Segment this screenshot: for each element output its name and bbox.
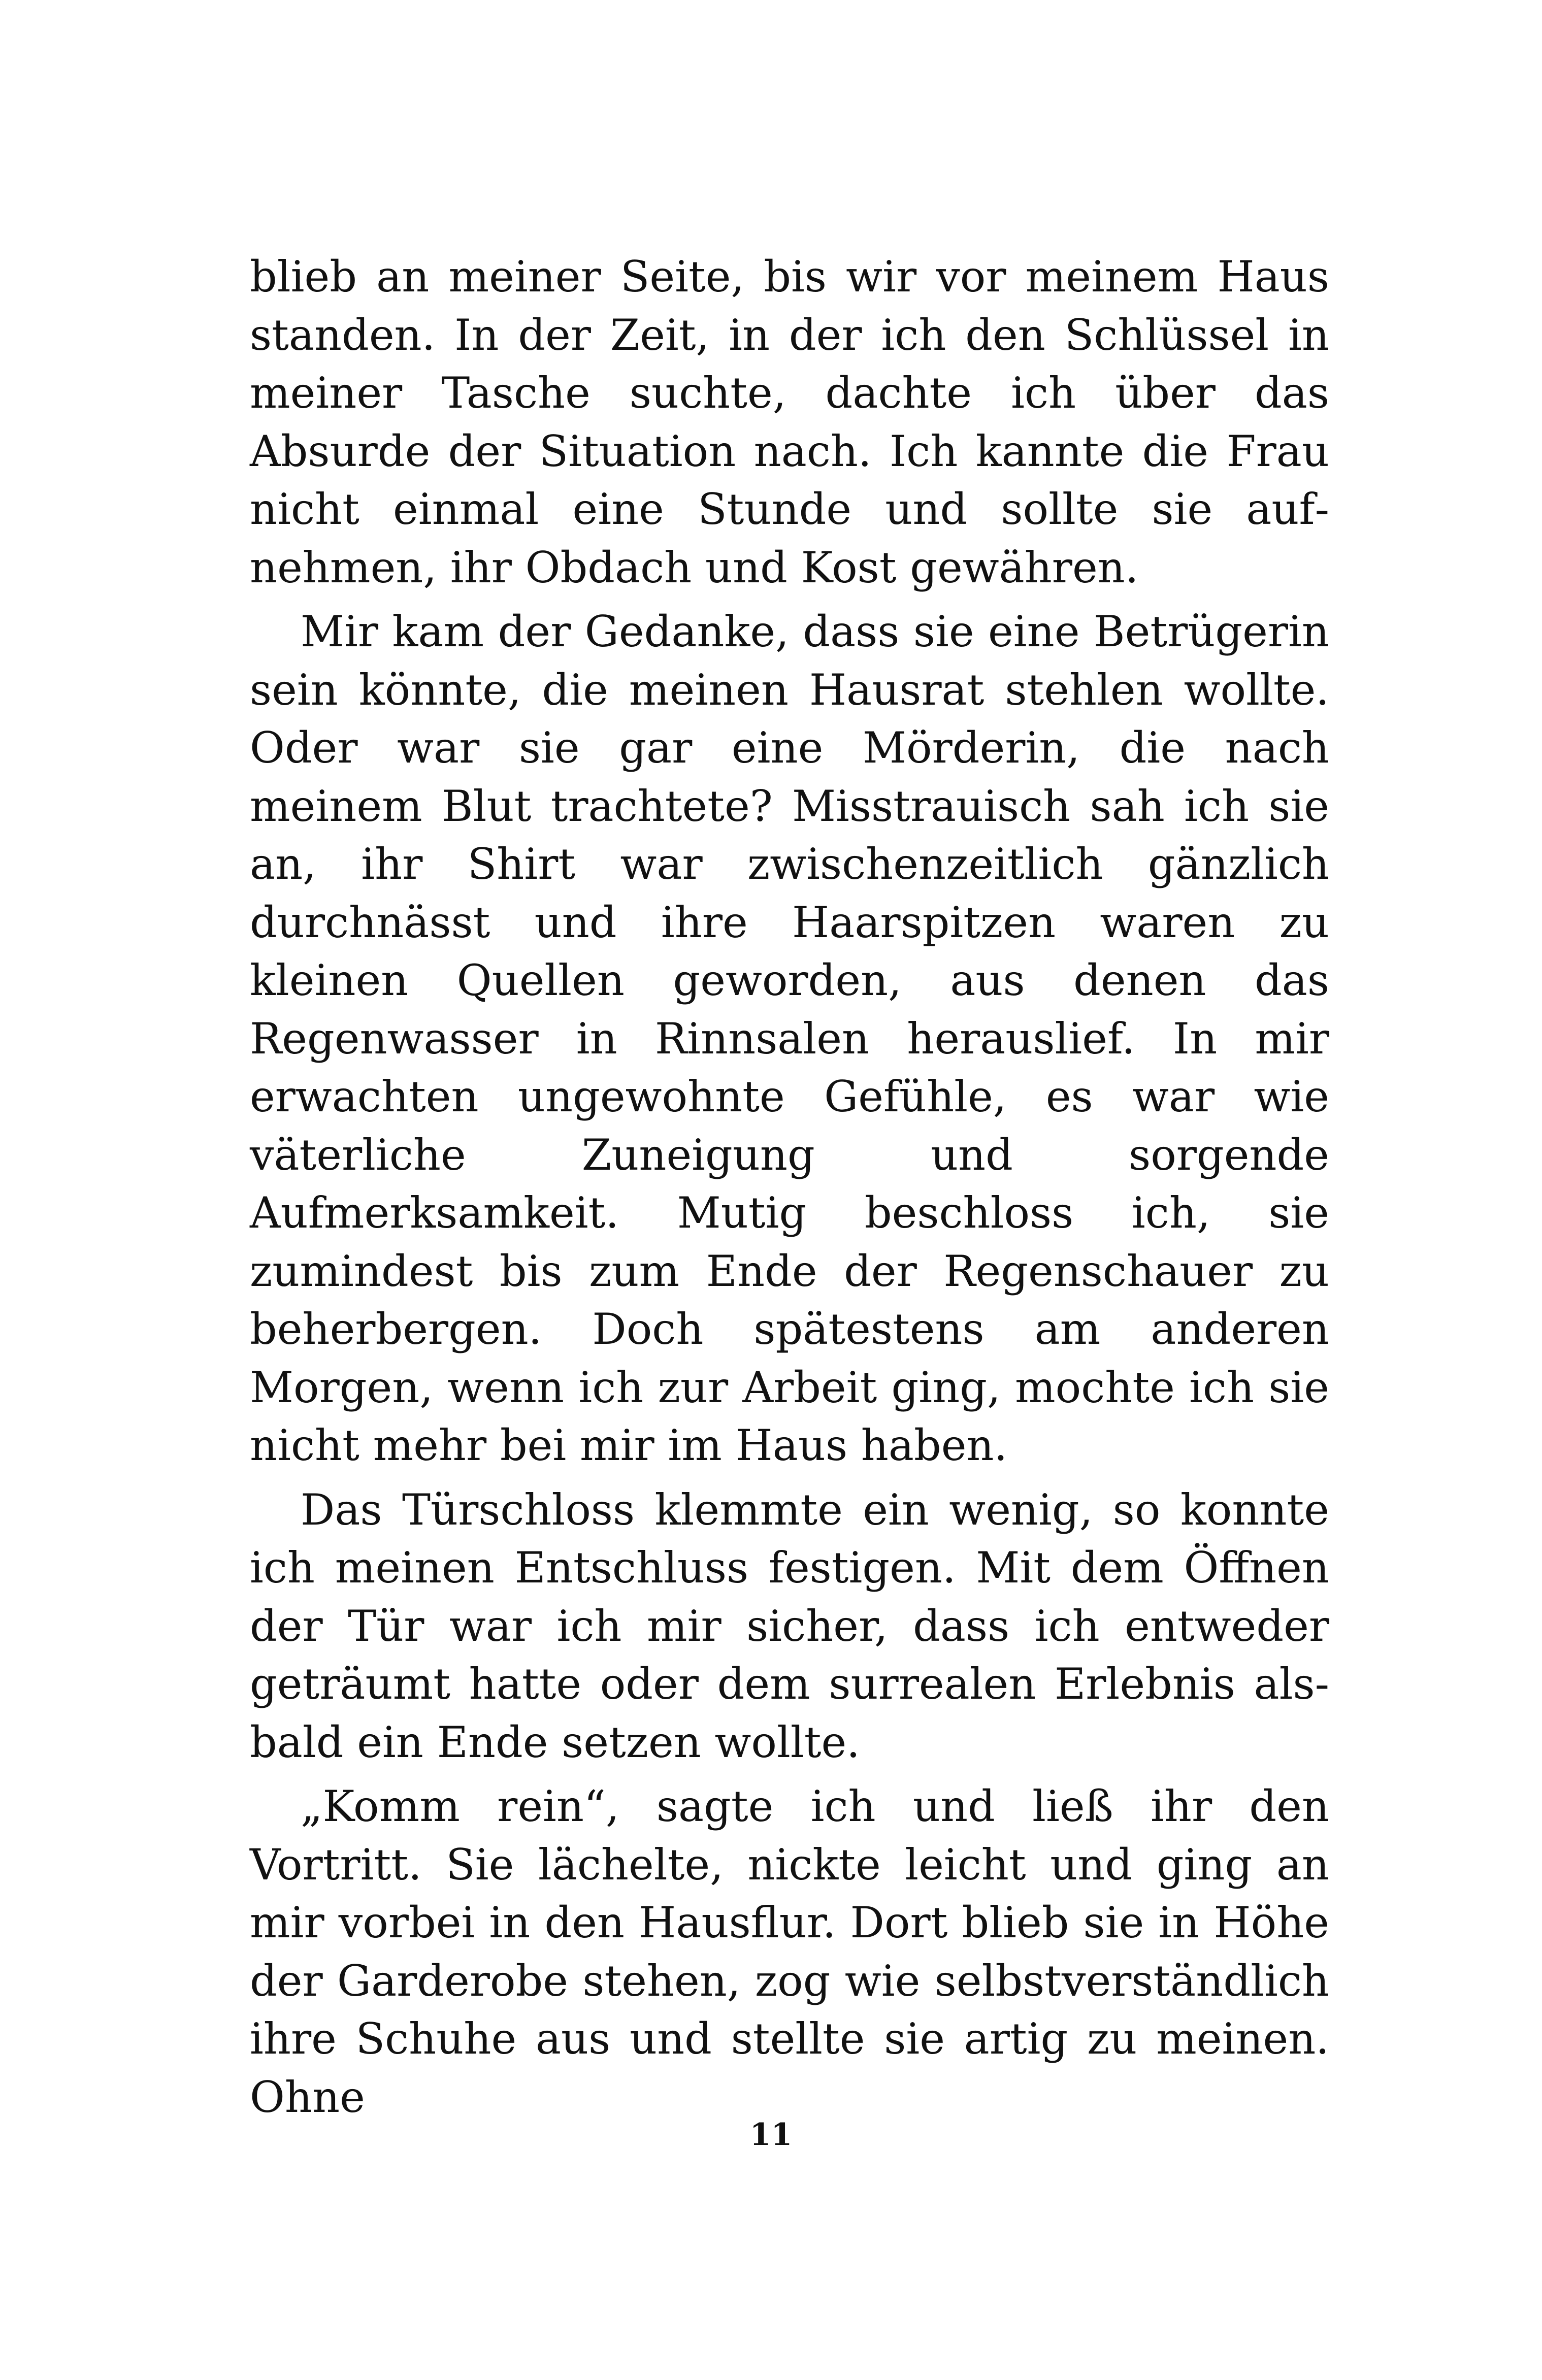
paragraph-1: blieb an meiner Seite, bis wir vor meinem Haus standen. In der Zeit, in der ich den Schlüssel in meiner Tasche suchte, dachte ich über das Absurde der Situation nach. Ich kannte die Frau nicht einmal eine Stunde und sollte sie aufnehmen, ihr Obdach und Kost gewähren.: [250, 252, 1329, 592]
paragraph-4: „Komm rein“, sagte ich und ließ ihr den Vortritt. Sie lächelte, nickte leicht und ging an mir vorbei in den Hausflur. Dort blieb sie in Höhe der Garderobe stehen, zog wie selbstverständlich ihre Schuhe aus und stellte sie artig zu meinen. Ohne: [250, 1781, 1329, 2122]
body-text: [250, 248, 1329, 2126]
page-number: 11: [749, 2117, 793, 2153]
paragraph-3: Das Türschloss klemmte ein wenig, so konnte ich meinen Entschluss festigen. Mit dem Öffnen der Tür war ich mir sicher, dass ich entweder geträumt hatte oder dem surrealen Erlebnis alsbald ein Ende setzen wollte.: [250, 1484, 1329, 1767]
paragraph-2: Mir kam der Gedanke, dass sie eine Betrügerin sein könnte, die meinen Hausrat stehlen wollte. Oder war sie gar eine Mörderin, die nach meinem Blut trachtete? Misstrauisch sah ich sie an, ihr Shirt war zwischenzeitlich gänzlich durchnässt und ihre Haarspitzen waren zu kleinen Quellen geworden, aus denen das Regenwasser in Rinnsalen herauslief. In mir erwachten ungewohnte Gefühle, es war wie väterliche Zuneigung und sorgende Aufmerksamkeit. Mutig beschloss ich, sie zumindest bis zum Ende der Regenschauer zu beherbergen. Doch spätestens am anderen Morgen, wenn ich zur Arbeit ging, mochte ich sie nicht mehr bei mir im Haus haben.: [250, 607, 1329, 1470]
